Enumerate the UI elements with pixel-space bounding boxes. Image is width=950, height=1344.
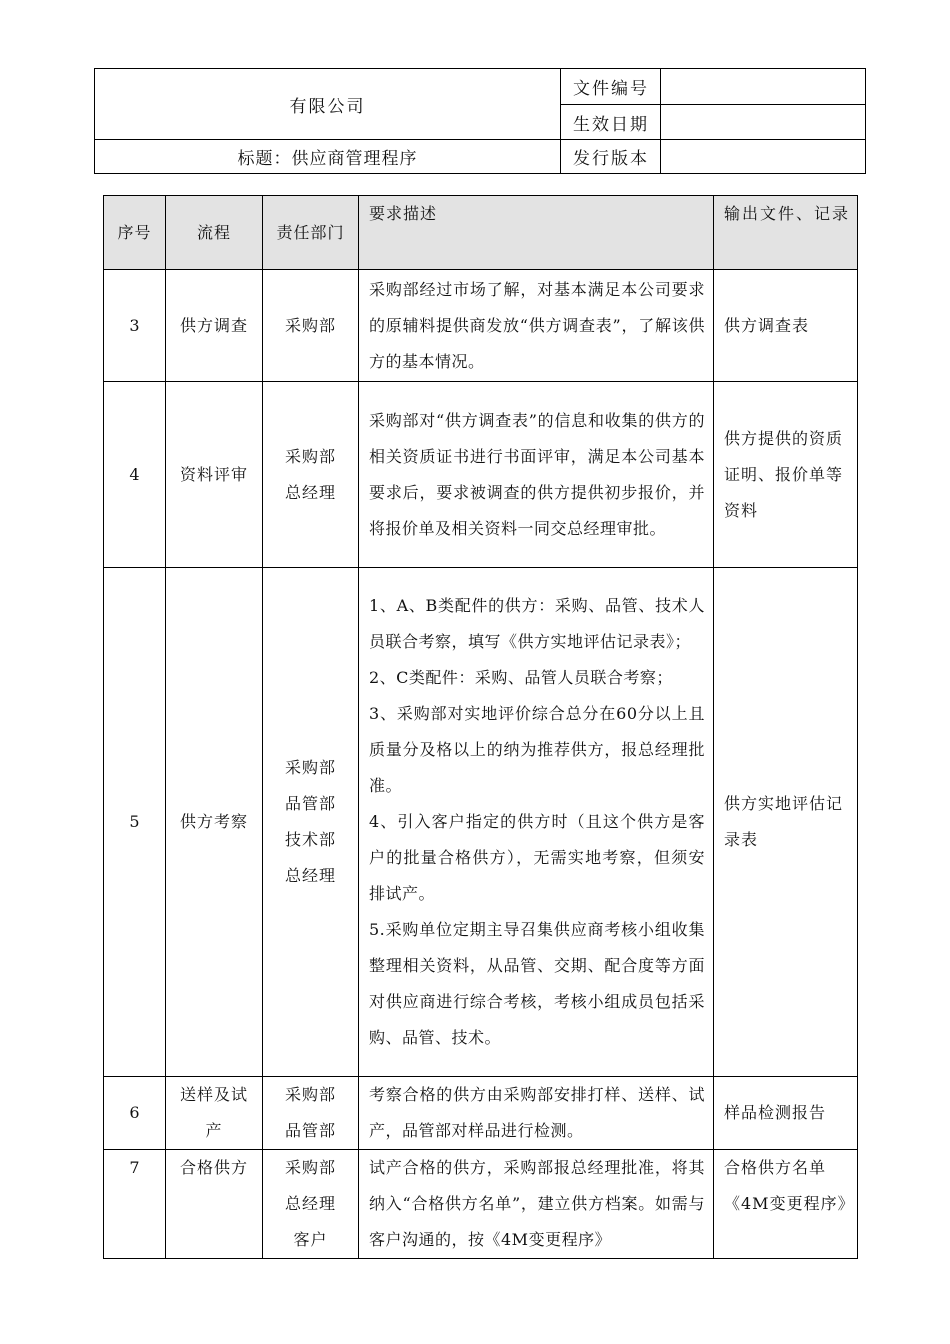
description-paragraph: 2、C类配件：采购、品管人员联合考察； (369, 668, 673, 687)
table-header-row (104, 196, 858, 270)
row-number: 4 (104, 382, 166, 568)
row-process: 供方调查 (166, 270, 263, 382)
department-name: 采购部 (284, 1158, 336, 1177)
department-name: 总经理 (284, 1194, 336, 1213)
description-paragraph: 3、采购部对实地评价综合总分在60分以上且质量分及格以上的纳为推荐供方，报总经理批准。 (369, 704, 705, 795)
description-paragraph: 采购部经过市场了解，对基本满足本公司要求的原辅料提供商发放“供方调查表”，了解该供方的基本情况。 (369, 279, 705, 371)
procedure-table (103, 195, 858, 1259)
row-department (263, 568, 359, 1077)
row-number: 6 (104, 1077, 166, 1150)
row-output: 合格供方名单《4M变更程序》 (714, 1150, 858, 1259)
row-department (263, 270, 359, 382)
table-row (104, 270, 858, 382)
department-name: 客户 (293, 1230, 328, 1249)
table-row (104, 1077, 858, 1150)
row-process: 资料评审 (166, 382, 263, 568)
row-output: 供方实地评估记录表 (714, 568, 858, 1077)
table-row (104, 568, 858, 1077)
row-number: 3 (104, 270, 166, 382)
row-process: 送样及试产 (166, 1077, 263, 1150)
row-description (359, 270, 714, 382)
row-number: 7 (104, 1150, 166, 1259)
row-department (263, 382, 359, 568)
row-description (359, 1150, 714, 1259)
description-paragraph: 采购部对“供方调查表”的信息和收集的供方的相关资质证书进行书面评审，满足本公司基本要求后，要求被调查的供方提供初步报价，并将报价单及相关资料一同交总经理审批。 (369, 410, 705, 538)
row-description (359, 1077, 714, 1150)
description-paragraph: 1、A、B类配件的供方：采购、品管、技术人员联合考察，填写《供方实地评估记录表》； (369, 596, 705, 651)
document-title: 标题：供应商管理程序 (95, 140, 561, 174)
column-header-output: 输出文件、记录 (714, 196, 858, 270)
department-name: 技术部 (284, 830, 336, 849)
department-name: 采购部 (284, 315, 336, 335)
row-department (263, 1077, 359, 1150)
version-value (661, 140, 866, 174)
row-output: 供方提供的资质证明、报价单等资料 (714, 382, 858, 568)
column-header-process: 流程 (166, 196, 263, 270)
effective-date-label: 生效日期 (561, 105, 661, 140)
company-name: 有限公司 (95, 69, 561, 140)
department-name: 采购部 (284, 1085, 336, 1104)
row-process: 供方考察 (166, 568, 263, 1077)
row-process: 合格供方 (166, 1150, 263, 1259)
table-row (104, 382, 858, 568)
row-department (263, 1150, 359, 1259)
column-header-description: 要求描述 (359, 196, 714, 270)
column-header-department: 责任部门 (263, 196, 359, 270)
table-row (104, 1150, 858, 1259)
document-header (94, 68, 866, 174)
description-paragraph: 考察合格的供方由采购部安排打样、送样、试产，品管部对样品进行检测。 (369, 1085, 705, 1140)
version-label: 发行版本 (561, 140, 661, 174)
department-name: 品管部 (284, 794, 336, 813)
department-name: 采购部 (284, 758, 336, 777)
row-output: 供方调查表 (714, 270, 858, 382)
effective-date-value (661, 105, 866, 140)
department-name: 品管部 (284, 1121, 336, 1140)
row-description (359, 382, 714, 568)
row-description (359, 568, 714, 1077)
department-name: 总经理 (284, 866, 336, 885)
file-number-value (661, 69, 866, 105)
column-header-no: 序号 (104, 196, 166, 270)
row-number: 5 (104, 568, 166, 1077)
description-paragraph: 5.采购单位定期主导召集供应商考核小组收集整理相关资料，从品管、交期、配合度等方面对供应商进行综合考核，考核小组成员包括采购、品管、技术。 (369, 920, 705, 1047)
file-number-label: 文件编号 (561, 69, 661, 105)
department-name: 采购部 (284, 446, 336, 466)
description-paragraph: 4、引入客户指定的供方时（且这个供方是客户的批量合格供方），无需实地考察，但须安排试产。 (369, 812, 705, 903)
description-paragraph: 试产合格的供方，采购部报总经理批准，将其纳入“合格供方名单”，建立供方档案。如需与客户沟通的，按《4M变更程序》 (369, 1158, 705, 1249)
row-output: 样品检测报告 (714, 1077, 858, 1150)
department-name: 总经理 (284, 482, 336, 502)
